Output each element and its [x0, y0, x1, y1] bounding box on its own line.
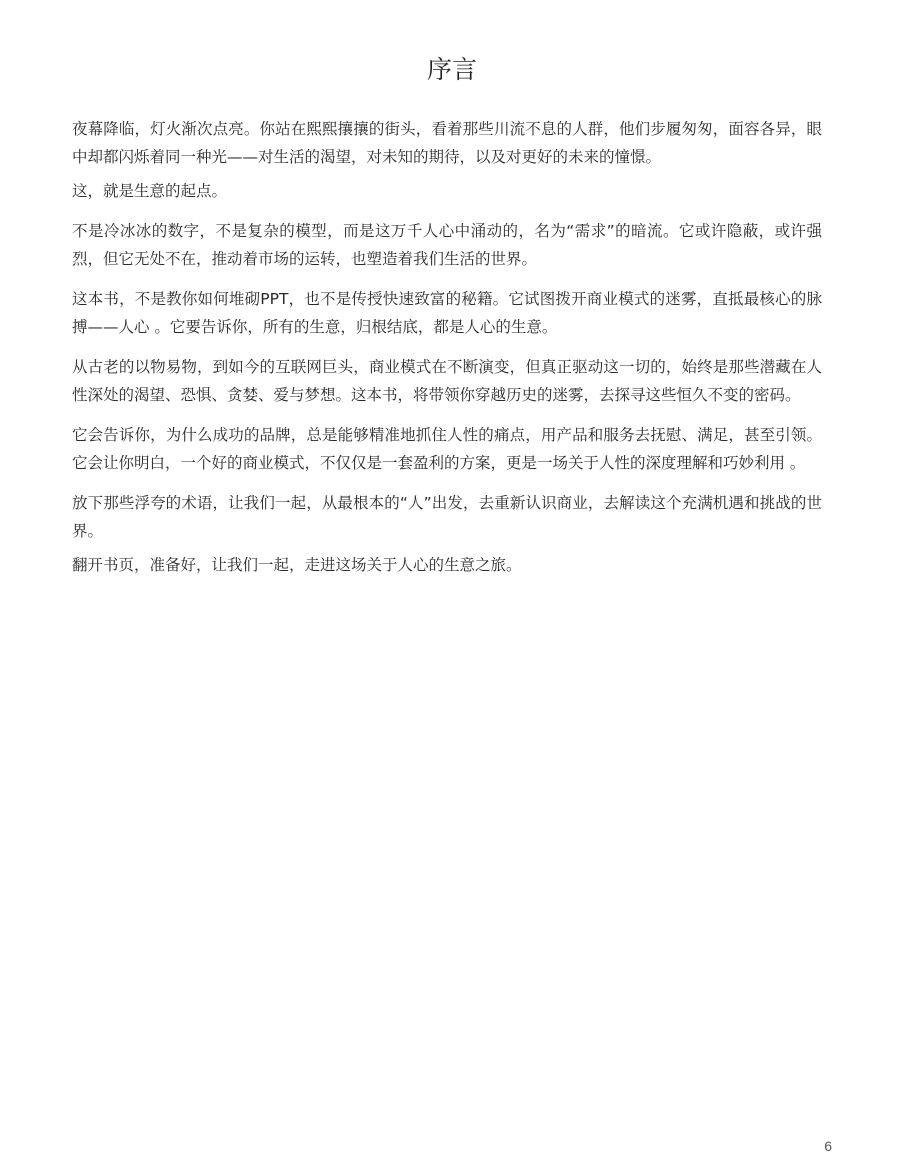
paragraph-4: 这本书，不是教你如何堆砌PPT，也不是传授快速致富的秘籍。它试图拨开商业模式的迷雾，直抵最核心的脉搏——人心 。它要告诉你，所有的生意，归根结底，都是人心的生意。	[72, 290, 822, 336]
paragraph-7: 放下那些浮夸的术语，让我们一起，从最根本的“人”出发，去重新认识商业，去解读这个充满机遇和挑战的世界。	[72, 494, 822, 540]
paragraph-1: 夜幕降临，灯火渐次点亮。你站在熙熙攘攘的街头，看着那些川流不息的人群，他们步履匆匆，面容各异，眼中却都闪烁着同一种光——对生活的渴望，对未知的期待，以及对更好的未来的憧憬。	[72, 120, 822, 166]
paragraph-3: 不是冷冰冰的数字，不是复杂的模型，而是这万千人心中涌动的，名为“需求”的暗流。它或许隐蔽，或许强烈，但它无处不在，推动着市场的运转，也塑造着我们生活的世界。	[72, 222, 822, 268]
paragraph-2: 这，就是生意的起点。	[72, 182, 228, 200]
paragraph-6: 它会告诉你，为什么成功的品牌，总是能够精准地抓住人性的痛点，用产品和服务去抚慰、满足，甚至引领。它会让你明白，一个好的商业模式，不仅仅是一套盈利的方案，更是一场关于人性的深度理解和巧妙利用 。	[72, 426, 822, 472]
page-number: 6	[824, 1138, 832, 1154]
paragraph-8: 翻开书页，准备好，让我们一起，走进这场关于人心的生意之旅。	[72, 556, 522, 574]
page-title: 序言	[426, 55, 477, 84]
paragraph-5: 从古老的以物易物，到如今的互联网巨头，商业模式在不断演变，但真正驱动这一切的，始终是那些潜藏在人性深处的渴望、恐惧、贪婪、爱与梦想。这本书，将带领你穿越历史的迷雾，去探寻这些恒久不变的密码。	[72, 358, 822, 404]
preface-body	[72, 115, 822, 579]
